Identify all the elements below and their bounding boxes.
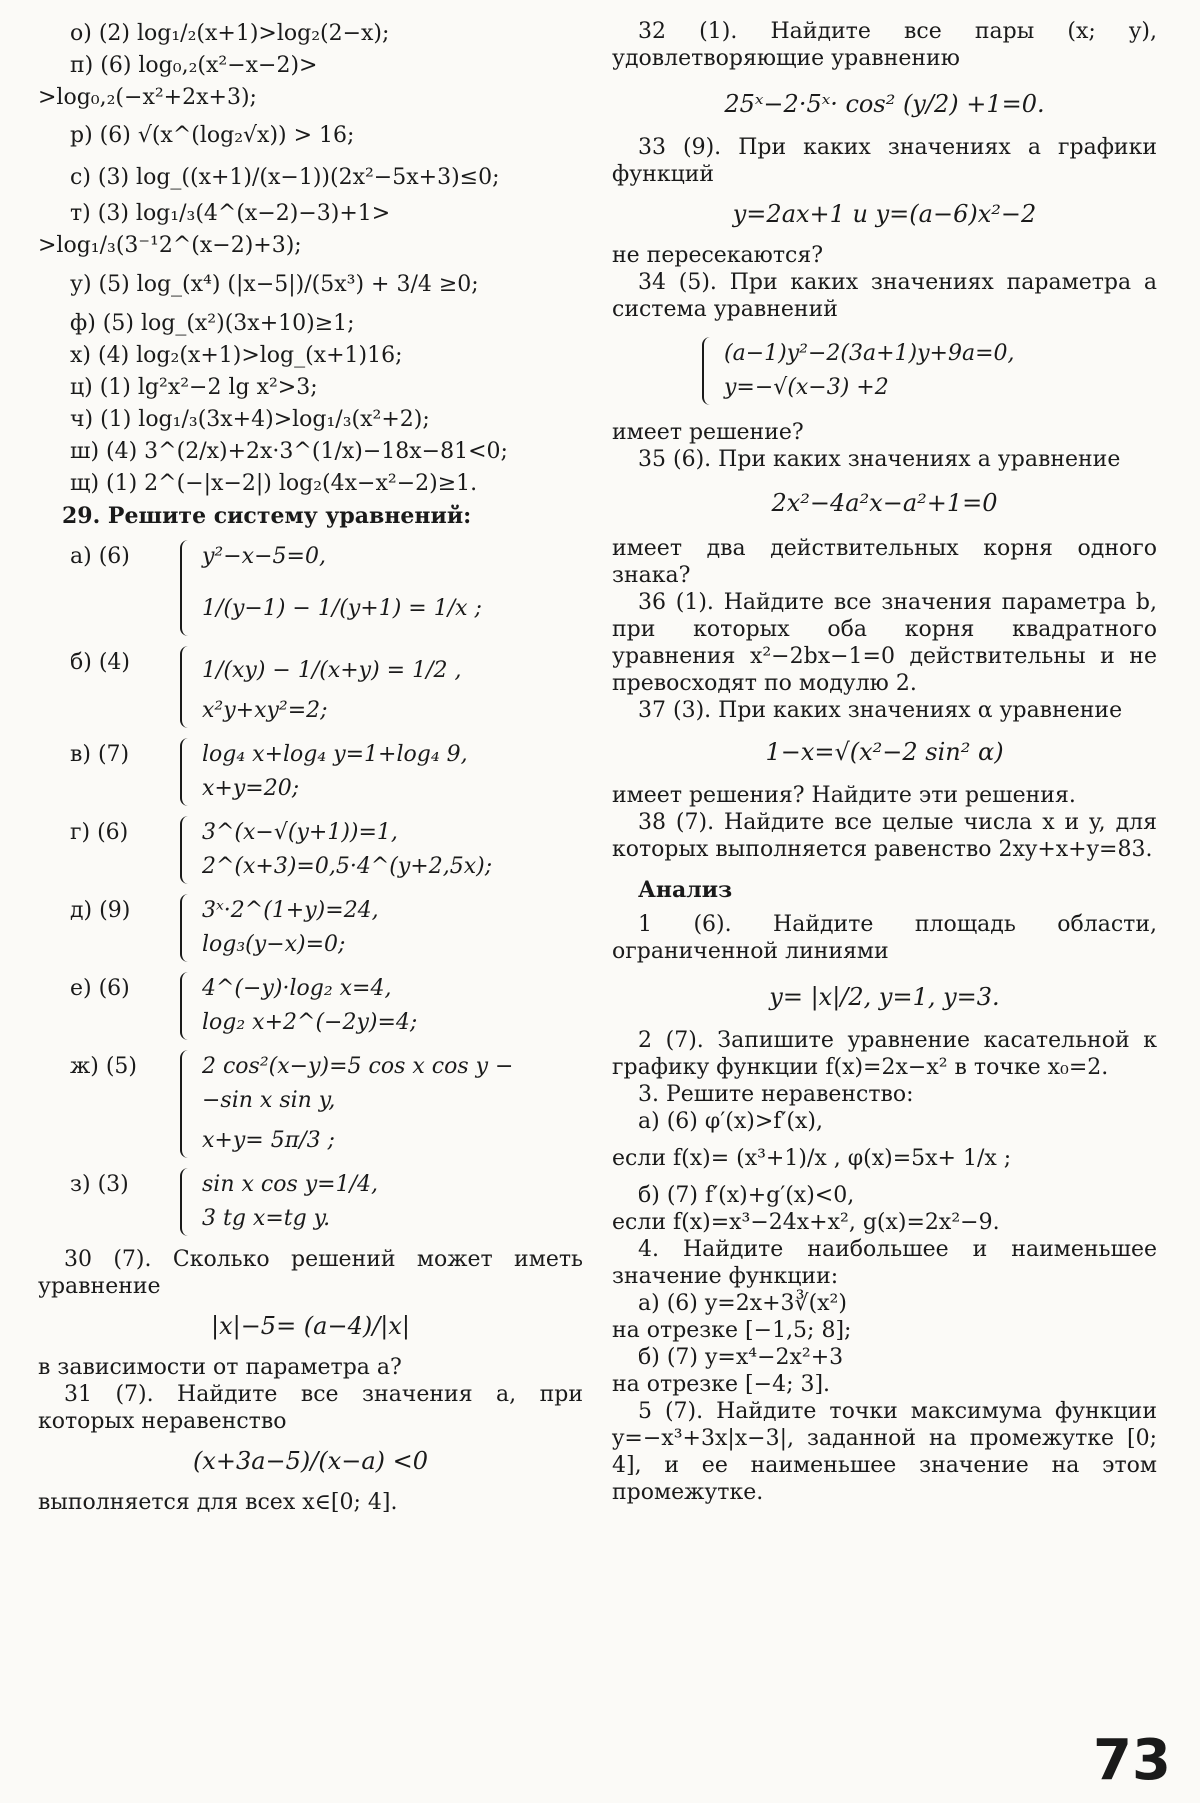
ineq-s: с) (3) log_((x+1)/(x−1))(2x²−5x+3)≤0; (70, 165, 500, 190)
ineq-r: р) (6) √(x^(log₂√x)) > 16; (70, 123, 355, 148)
system-label: б) (4) (70, 650, 130, 675)
problem-35-text: 35 (6). При каких значениях a уравнение (638, 447, 1121, 472)
ineq-u: у) (5) log_(x⁴) (|x−5|)/(5x³) + 3/4 ≥0; (70, 272, 479, 297)
equation: y=−√(x−3) +2 (724, 375, 889, 400)
ineq-p-cont: >log₀,₂(−x²+2x+3); (38, 85, 257, 110)
equation: (a−1)y²−2(3a+1)y+9a=0, (724, 341, 1015, 366)
brace (180, 972, 194, 1040)
problem-34-tail: имеет решение? (612, 420, 804, 445)
brace (180, 816, 194, 884)
system-a (38, 540, 583, 636)
problem-33-text: 33 (9). При каких значениях a графики функций (612, 135, 1157, 187)
equation: 1/(xy) − 1/(x+y) = 1/2 , (202, 658, 462, 683)
analysis-2-text: 2 (7). Запишите уравнение касательной к графику функции f(x)=2x−x² в точке x₀=2. (612, 1028, 1157, 1080)
equation: x+y= 5π/3 ; (202, 1128, 335, 1153)
analysis-3-title: 3. Решите неравенство: (638, 1082, 914, 1107)
brace (180, 540, 194, 636)
problem-37-text: 37 (3). При каких значениях α уравнение (638, 698, 1123, 723)
system-equations (202, 972, 417, 1040)
problem-30-text: 30 (7). Сколько решений может иметь уравнение (38, 1247, 583, 1299)
system-label: а) (6) (70, 544, 130, 569)
system-equations (202, 816, 492, 884)
equation: y²−x−5=0, (202, 544, 326, 569)
problem-37-tail: имеет решения? Найдите эти решения. (612, 783, 1076, 808)
equation: 2 cos²(x−y)=5 cos x cos y − (202, 1054, 514, 1079)
problem-36-text: 36 (1). Найдите все значения параметра b, при которых оба корня квадратного уравнения x²−2bx−1=0 действительны и не превосходят по модулю 2. (612, 590, 1157, 696)
brace (702, 337, 716, 405)
ineq-ch: ч) (1) log₁/₃(3x+4)>log₁/₃(x²+2); (70, 407, 430, 432)
ineq-t-cont: >log₁/₃(3⁻¹2^(x−2)+3); (38, 233, 302, 258)
analysis-5-text: 5 (7). Найдите точки максимума функции y=−x³+3x|x−3|, заданной на промежутке [0; 4], и ее наименьшее значение на этом промежутке. (612, 1399, 1157, 1505)
system-e (38, 972, 583, 1040)
equation: 3ˣ·2^(1+y)=24, (202, 898, 379, 923)
system-equations (202, 738, 468, 806)
system-equations (202, 646, 462, 728)
system-label: в) (7) (70, 742, 130, 767)
system-equations (724, 337, 1015, 405)
equation: x²y+xy²=2; (202, 698, 328, 723)
ineq-kh: х) (4) log₂(x+1)>log_(x+1)16; (70, 343, 403, 368)
equation: 1/(y−1) − 1/(y+1) = 1/x ; (202, 596, 482, 621)
brace (180, 1168, 194, 1236)
system-g (38, 816, 583, 884)
brace (180, 738, 194, 806)
problem-38-text: 38 (7). Найдите все целые числа x и y, для которых выполняется равенство 2xy+x+y=83. (612, 810, 1157, 862)
problem-31-formula: (x+3a−5)/(x−a) <0 (192, 1447, 429, 1475)
problem-35-tail: имеет два действительных корня одного знака? (612, 536, 1157, 588)
problem-30-formula: |x|−5= (a−4)/|x| (210, 1312, 411, 1340)
equation: −sin x sin y, (202, 1088, 336, 1113)
analysis-4a: а) (6) y=2x+3∛(x²) (638, 1291, 847, 1316)
system-label: г) (6) (70, 820, 129, 845)
problem-34-text: 34 (5). При каких значениях параметра a система уравнений (612, 270, 1157, 322)
equation: sin x cos y=1/4, (202, 1172, 378, 1197)
problem-35-formula: 2x²−4a²x−a²+1=0 (771, 489, 998, 517)
analysis-4a-segment: на отрезке [−1,5; 8]; (612, 1318, 852, 1343)
problem-32-formula: 25ˣ−2·5ˣ· cos² (y/2) +1=0. (724, 90, 1045, 118)
system-z (38, 1168, 583, 1236)
analysis-4b: б) (7) y=x⁴−2x²+3 (638, 1345, 844, 1370)
analysis-3b-condition: если f(x)=x³−24x+x², g(x)=2x²−9. (612, 1210, 1000, 1235)
analysis-4b-segment: на отрезке [−4; 3]. (612, 1372, 831, 1397)
system-v (38, 738, 583, 806)
problem-30-tail: в зависимости от параметра a? (38, 1355, 402, 1380)
section-title: Анализ (638, 877, 733, 903)
analysis-1-formula: y= |x|/2, y=1, y=3. (769, 983, 1000, 1011)
right-column (612, 18, 1157, 1506)
analysis-4-title: 4. Найдите наибольшее и наименьшее значение функции: (612, 1237, 1157, 1289)
system-label: з) (3) (70, 1172, 129, 1197)
problem-34-system (702, 337, 1157, 405)
problem-33-formula: y=2ax+1 и y=(a−6)x²−2 (732, 200, 1037, 228)
system-equations (202, 540, 482, 636)
equation: log₃(y−x)=0; (202, 932, 346, 957)
system-zh (38, 1050, 583, 1158)
inequality-list (38, 18, 583, 500)
equation: log₄ x+log₄ y=1+log₄ 9, (202, 742, 468, 767)
analysis-3a: а) (6) φ′(x)>f′(x), (638, 1109, 823, 1134)
equation: 3 tg x=tg y. (202, 1206, 331, 1231)
equation: x+y=20; (202, 776, 300, 801)
equation: log₂ x+2^(−2y)=4; (202, 1010, 418, 1035)
system-equations (202, 894, 379, 962)
brace (180, 1050, 194, 1158)
ineq-p: п) (6) log₀,₂(x²−x−2)> (70, 53, 318, 78)
ineq-ts: ц) (1) lg²x²−2 lg x²>3; (70, 375, 318, 400)
ineq-shch: щ) (1) 2^(−|x−2|) log₂(4x−x²−2)≥1. (70, 471, 478, 496)
equation: 2^(x+3)=0,5·4^(y+2,5x); (202, 854, 493, 879)
system-d (38, 894, 583, 962)
problem-31-text: 31 (7). Найдите все значения a, при которых неравенство (38, 1382, 583, 1434)
brace (180, 646, 194, 728)
equation: 3^(x−√(y+1))=1, (202, 820, 398, 845)
analysis-1-text: 1 (6). Найдите площадь области, ограниченной линиями (612, 912, 1157, 964)
problem-32-text: 32 (1). Найдите все пары (x; y), удовлетворяющие уравнению (612, 19, 1157, 71)
problem-33-tail: не пересекаются? (612, 243, 823, 268)
problem-37-formula: 1−x=√(x²−2 sin² α) (765, 738, 1004, 766)
ineq-f: ф) (5) log_(x²)(3x+10)≥1; (70, 311, 355, 336)
ineq-o: о) (2) log₁/₂(x+1)>log₂(2−x); (70, 21, 390, 46)
system-label: д) (9) (70, 898, 131, 923)
ineq-t: т) (3) log₁/₃(4^(x−2)−3)+1> (70, 201, 391, 226)
system-equations (202, 1050, 513, 1158)
system-equations (202, 1168, 378, 1236)
page-number: 73 (1093, 1728, 1171, 1793)
left-column (38, 18, 583, 1516)
analysis-3a-condition: если f(x)= (x³+1)/x , φ(x)=5x+ 1/x ; (612, 1146, 1012, 1171)
problem-29-title: 29. Решите систему уравнений: (62, 503, 472, 529)
ineq-sh: ш) (4) 3^(2/x)+2x·3^(1/x)−18x−81<0; (70, 439, 508, 464)
equation: 4^(−y)·log₂ x=4, (202, 976, 392, 1001)
analysis-3b: б) (7) f′(x)+g′(x)<0, (638, 1183, 855, 1208)
system-b (38, 646, 583, 728)
system-label: ж) (5) (70, 1054, 137, 1079)
brace (180, 894, 194, 962)
problem-31-tail: выполняется для всех x∈[0; 4]. (38, 1490, 398, 1515)
system-label: е) (6) (70, 976, 130, 1001)
